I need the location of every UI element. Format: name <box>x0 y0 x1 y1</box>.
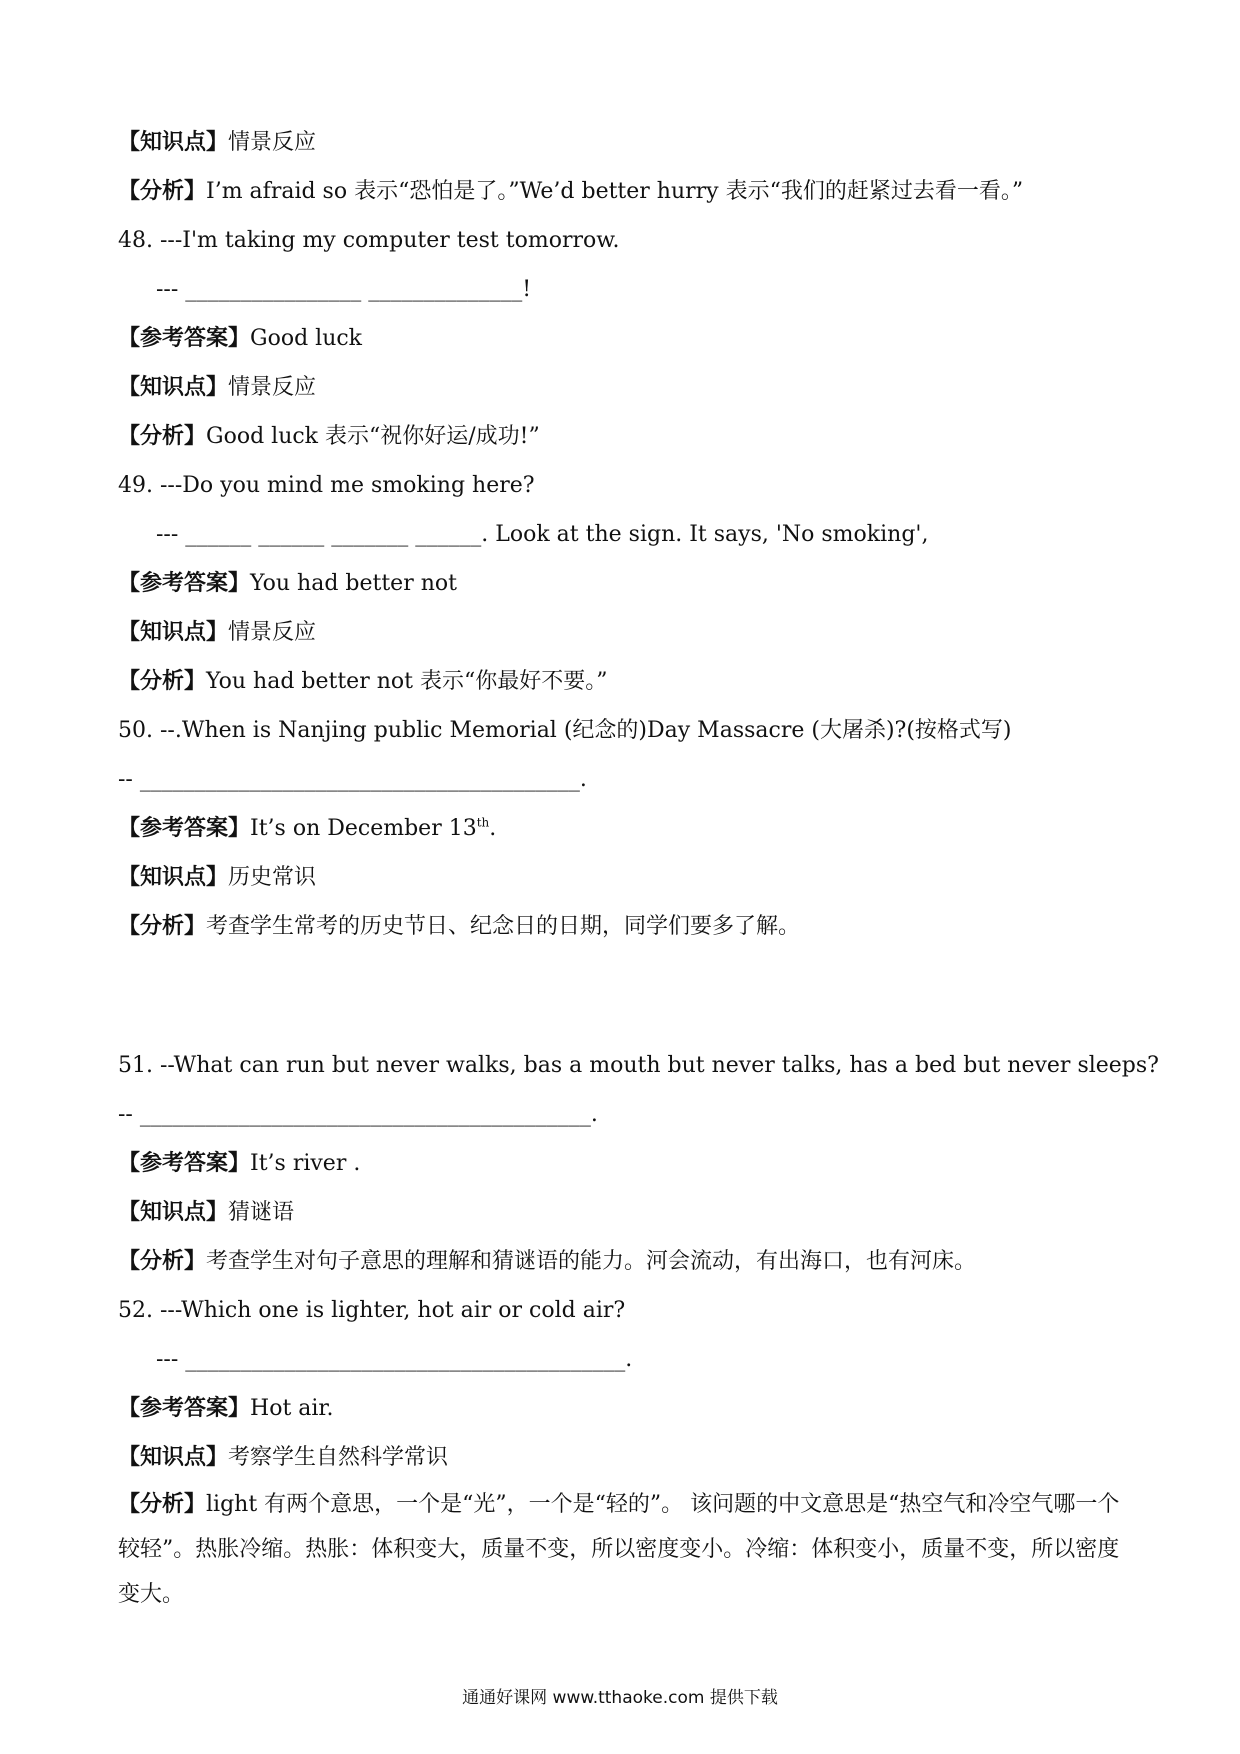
q47-point-text: 情景反应 <box>228 130 317 155</box>
q52-point <box>118 1433 1128 1482</box>
document-body <box>118 118 1159 1617</box>
q48-point <box>118 363 1128 412</box>
q51-answer <box>118 1139 1128 1188</box>
point-tag: 【知识点】 <box>118 1199 229 1225</box>
q51-question: 51. --What can run but never walks, bas a mouth but never talks, has a bed but never sleeps? <box>118 1053 1159 1078</box>
q48-answer-blank: --- ________________ ______________! <box>156 277 532 302</box>
point-tag: 【知识点】 <box>118 864 229 890</box>
q48-question: 48. ---I'm taking my computer test tomorrow. <box>118 228 620 253</box>
q47-analysis <box>118 167 1128 216</box>
q50-answer-period: . <box>489 816 497 841</box>
q49-point <box>118 608 1128 657</box>
q49-answer-blank: --- ______ ______ _______ ______. Look at the sign. It says, 'No smoking', <box>156 522 929 547</box>
q50-answer-superscript: th <box>476 815 490 830</box>
answer-tag: 【参考答案】 <box>118 815 251 841</box>
q50-answer <box>118 804 1128 853</box>
q52-question: 52. ---Which one is lighter, hot air or cold air? <box>118 1298 626 1323</box>
q50-question: 50. --.When is Nanjing public Memorial (纪念的)Day Massacre (大屠杀)?(按格式写) <box>118 718 1012 743</box>
q48-answer <box>118 314 1128 363</box>
answer-tag: 【参考答案】 <box>118 1395 251 1421</box>
point-tag: 【知识点】 <box>118 619 229 645</box>
q49-analysis-text: You had better not 表示“你最好不要。” <box>206 669 608 694</box>
q49-question: 49. ---Do you mind me smoking here? <box>118 473 535 498</box>
q51-analysis-text: 考查学生对句子意思的理解和猜谜语的能力。河会流动，有出海口，也有河床。 <box>206 1249 977 1274</box>
answer-tag: 【参考答案】 <box>118 325 251 351</box>
q48-analysis-text: Good luck 表示“祝你好运/成功!” <box>206 424 540 449</box>
q51-answer-text: It’s river . <box>250 1151 361 1176</box>
q50-point-text: 历史常识 <box>228 865 317 890</box>
q51-analysis <box>118 1237 1128 1286</box>
section-spacer <box>118 951 1128 1041</box>
q48-answer-text: Good luck <box>250 326 363 351</box>
q50-answer-text: It’s on December 13 <box>250 816 477 841</box>
analysis-tag: 【分析】 <box>118 1491 207 1517</box>
q47-analysis-text: I’m afraid so 表示“恐怕是了。”We’d better hurry 表示“我们的赶紧过去看一看。” <box>206 179 1024 204</box>
q49-point-text: 情景反应 <box>228 620 317 645</box>
q49-answer <box>118 559 1128 608</box>
answer-tag: 【参考答案】 <box>118 570 251 596</box>
q52-answer-text: Hot air. <box>250 1396 334 1421</box>
page-footer: 通通好课网 www.tthaoke.com 提供下载 <box>462 1688 778 1708</box>
q49-analysis <box>118 657 1128 706</box>
q50-analysis <box>118 902 1128 951</box>
answer-tag: 【参考答案】 <box>118 1150 251 1176</box>
q50-answer-blank: -- ________________________________________. <box>118 767 587 792</box>
q50-analysis-text: 考查学生常考的历史节日、纪念日的日期，同学们要多了解。 <box>206 914 801 939</box>
q48-analysis <box>118 412 1128 461</box>
q51-answer-blank: -- _________________________________________. <box>118 1102 598 1127</box>
q47-point <box>118 118 1128 167</box>
point-tag: 【知识点】 <box>118 374 229 400</box>
q51-point-text: 猜谜语 <box>228 1200 295 1225</box>
q49-answer-text: You had better not <box>250 571 457 596</box>
point-tag: 【知识点】 <box>118 1444 229 1470</box>
analysis-tag: 【分析】 <box>118 423 207 449</box>
analysis-tag: 【分析】 <box>118 1248 207 1274</box>
analysis-tag: 【分析】 <box>118 913 207 939</box>
q52-analysis-text: light 有两个意思，一个是“光”，一个是“轻的”。 该问题的中文意思是“热空气和冷空气哪一个较轻”。热胀冷缩。热胀：体积变大，质量不变，所以密度变小。冷缩：体积变小，质量不变，所以密度变大。 <box>118 1492 1120 1607</box>
point-tag: 【知识点】 <box>118 129 229 155</box>
q52-answer <box>118 1384 1128 1433</box>
q51-point <box>118 1188 1128 1237</box>
q52-analysis <box>118 1482 1128 1617</box>
q52-answer-blank: --- ________________________________________. <box>156 1347 633 1372</box>
analysis-tag: 【分析】 <box>118 668 207 694</box>
q52-point-text: 考察学生自然科学常识 <box>228 1445 449 1470</box>
q48-point-text: 情景反应 <box>228 375 317 400</box>
analysis-tag: 【分析】 <box>118 178 207 204</box>
q50-point <box>118 853 1128 902</box>
